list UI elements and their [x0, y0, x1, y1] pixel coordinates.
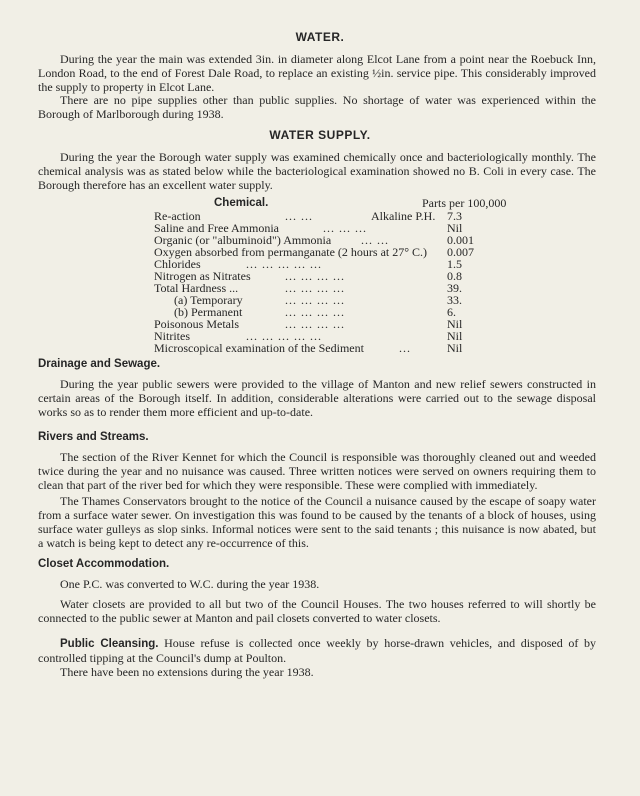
row-value: 0.001 [447, 233, 474, 247]
row-value: 1.5 [447, 257, 462, 271]
row-value: Nil [447, 341, 463, 355]
row-value: 7.3 [447, 209, 462, 223]
closet-paragraph-1: One P.C. was converted to W.C. during the year 1938. [60, 577, 320, 591]
water-paragraph-1: During the year the main was extended 3in. in diameter along Elcot Lane from a point near the Roebuck Inn, London Road, to the end of Forest Dale Road, to replace an existing ½in. service pipe. This considerably improved the supply to property in Elcot Lane. [38, 52, 596, 94]
row-label: Nitrogen as Nitrates [154, 269, 251, 283]
leader-dots: ... ... ... ... ... [246, 329, 322, 343]
water-supply-heading: WATER SUPPLY. [269, 128, 371, 142]
leader-dots: ... ... ... [323, 221, 367, 235]
leader-dots: ... ... ... ... ... [246, 257, 322, 271]
leader-dots: ... ... ... ... [285, 317, 345, 331]
row-label: Re-action [154, 209, 201, 223]
water-supply-paragraph: During the year the Borough water supply was examined chemically once and bacteriologically monthly. The chemical analysis was as stated below while the bacteriological examination showed no B. Coli in every case. The Borough therefore has an excellent water supply. [38, 150, 596, 192]
row-value: Nil [447, 329, 463, 343]
rivers-paragraph-1: The section of the River Kennet for which the Council is responsible was thoroughly cleaned out and weeded twice during the year and no nuisance was caused. Three written notices were served on owners requiring them to clean that part of the river bed for which they were responsible. These were complied with immediately. [38, 450, 596, 492]
row-label: (a) Temporary [174, 293, 243, 307]
row-label: Oxygen absorbed from permanganate (2 hours at 27° C.) [154, 245, 428, 259]
row-value: 33. [447, 293, 462, 307]
cleansing-paragraph-2: There have been no extensions during the year 1938. [60, 665, 314, 679]
row-value: 6. [447, 305, 456, 319]
row-prefix: Alkaline P.H. [371, 209, 436, 223]
row-label: Nitrites [154, 329, 190, 343]
cleansing-heading: Public Cleansing. [60, 638, 159, 650]
row-label: Microscopical examination of the Sediment [154, 341, 364, 355]
leader-dots: ... ... [361, 233, 389, 247]
row-label: (b) Permanent [174, 305, 243, 319]
row-value: Nil [447, 221, 463, 235]
row-label: Poisonous Metals [154, 317, 240, 331]
water-paragraph-2: There are no pipe supplies other than public supplies. No shortage of water was experienced within the Borough of Marlborough during 1938. [38, 93, 596, 121]
leader-dots: ... ... ... ... [285, 305, 345, 319]
drainage-heading: Drainage and Sewage. [38, 358, 161, 370]
table-row [0, 210, 640, 222]
leader-dots: ... ... ... ... [285, 293, 345, 307]
chemical-column-header: Chemical. [214, 197, 269, 209]
cleansing-text: House refuse is collected once weekly by horse-drawn vehicles, and disposed of by controlled tipping at the Council's dump at Poulton. [38, 636, 596, 665]
parts-column-header: Parts per 100,000 [422, 196, 507, 210]
cleansing-paragraph [38, 636, 596, 665]
row-value: 0.8 [447, 269, 462, 283]
water-heading: WATER. [295, 30, 345, 44]
drainage-paragraph: During the year public sewers were provided to the village of Manton and new relief sewers constructed in certain areas of the Borough itself. In addition, considerable alterations were carried out to the sewage disposal works so as to render them more efficient and up-to-date. [38, 377, 596, 419]
row-value: 39. [447, 281, 462, 295]
row-value: 0.007 [447, 245, 474, 259]
rivers-paragraph-2: The Thames Conservators brought to the notice of the Council a nuisance caused by the escape of soapy water from a surface water sewer. On investigation this was found to be caused by the tenants of a block of houses, using surface water gulleys as slop sinks. Informal notices were sent to the said tenants ; this nuisance is now abated, but a watch is being kept to detect any re-occurrence of this. [38, 494, 596, 550]
closet-heading: Closet Accommodation. [38, 558, 170, 570]
table-row [0, 342, 640, 354]
leader-dots: ... ... ... ... [285, 281, 345, 295]
closet-paragraph-2: Water closets are provided to all but two of the Council Houses. The two houses referred to will shortly be connected to the public sewer at Manton and pail closets converted to water closets. [38, 597, 596, 625]
row-label: Saline and Free Ammonia [154, 221, 279, 235]
leader-dots: ... ... [285, 209, 313, 223]
leader-dots: ... [399, 341, 411, 355]
row-value: Nil [447, 317, 463, 331]
row-label: Total Hardness ... [154, 281, 239, 295]
rivers-heading: Rivers and Streams. [38, 431, 149, 443]
row-label: Organic (or "albuminoid") Ammonia [154, 233, 332, 247]
leader-dots: ... ... ... ... [285, 269, 345, 283]
row-label: Chlorides [154, 257, 201, 271]
